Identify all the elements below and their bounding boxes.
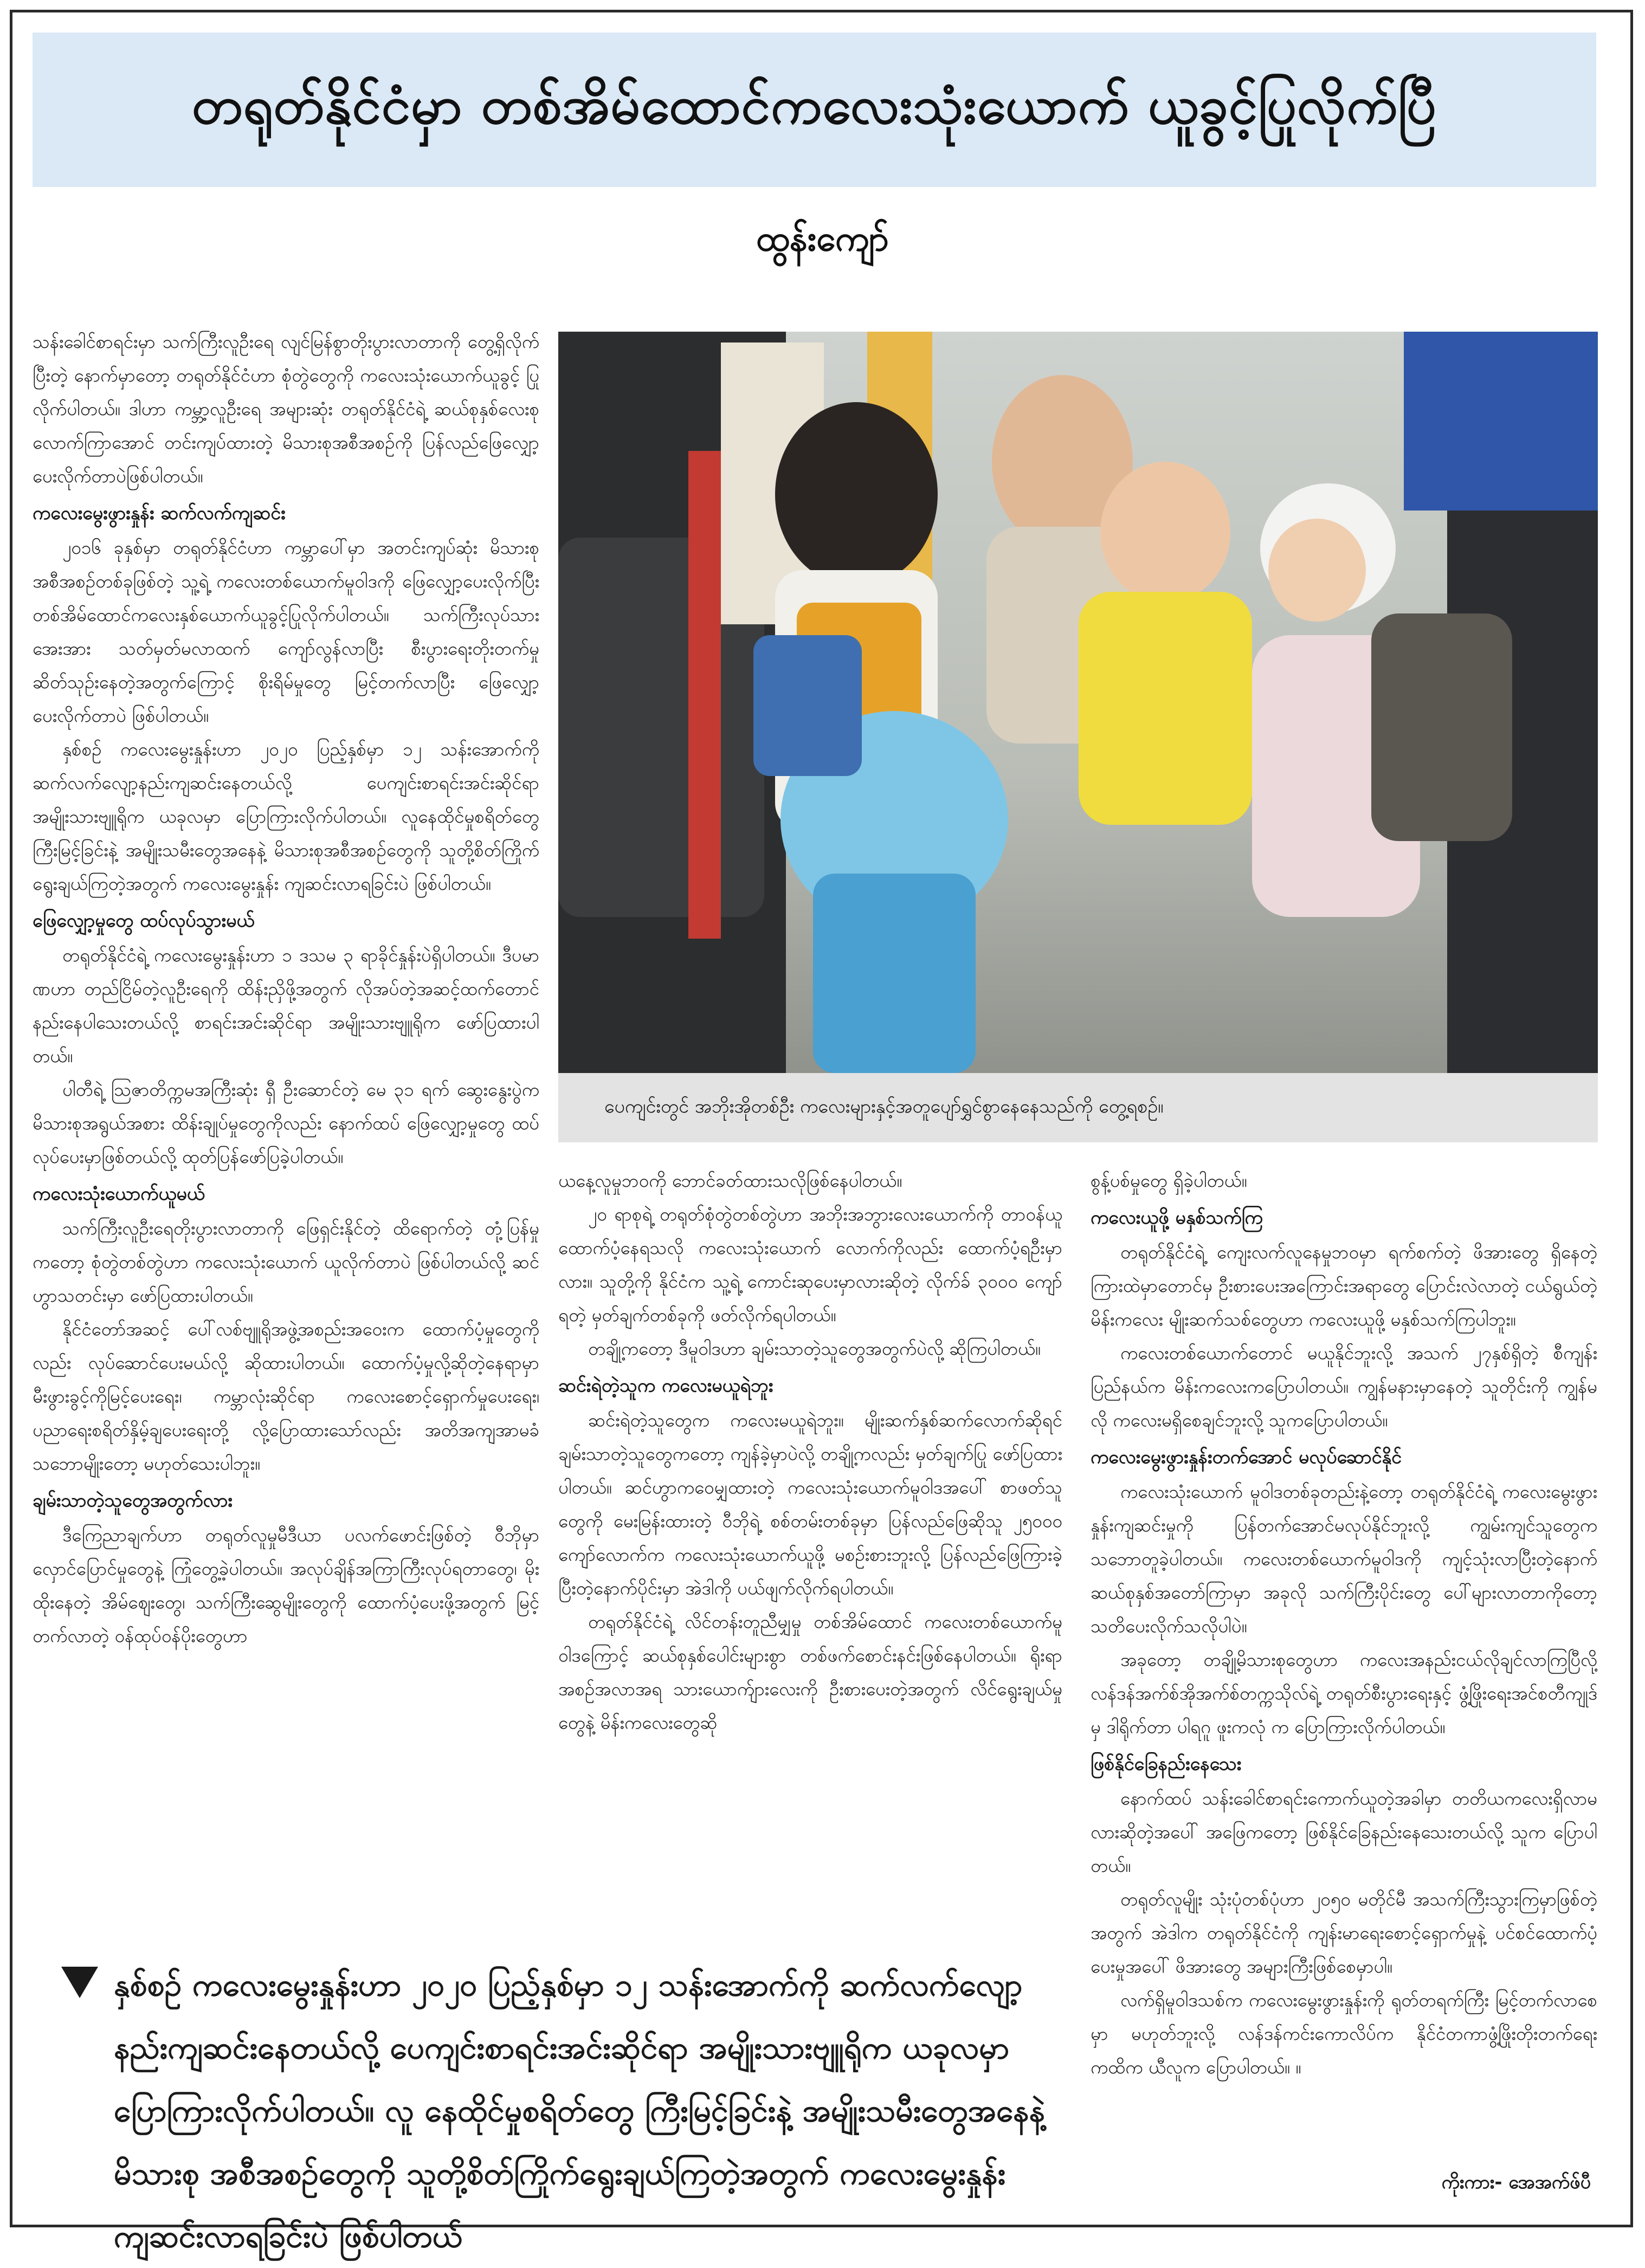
paragraph: နောက်ထပ် သန်းခေါင်စာရင်းကောက်ယူတဲ့အခါမှာ တတိယကလေးရှိလာမလားဆိုတဲ့အပေါ် အဖြေကတော့ ဖြစ်နိုင်ခြေနည်းနေသေးတယ်လို့ သူက ပြောပါတယ်။ [1091,1788,1597,1876]
subheading: ကလေးယူဖို့ မနှစ်သက်ကြ [1091,1207,1263,1229]
article-title: တရုတ်နိုင်ငံမှာ တစ်အိမ်ထောင်ကလေးသုံးယောက် ယူခွင့်ပြုလိုက်ပြီ [192,74,1437,135]
paragraph: ၂၀၁၆ ခုနှစ်မှာ တရုတ်နိုင်ငံဟာ ကမ္ဘာပေါ်မှာ အတင်းကျပ်ဆုံး မိသားစုအစီအစဉ်တစ်ခုဖြစ်တဲ့ သူ့ရဲ့ ကလေးတစ်ယောက်မူဝါဒကို ဖြေလျှော့ပေးလိုက်ပြီး တစ်အိမ်ထောင်ကလေးနှစ်ယောက်ယူခွင့်ပြုလိုက်ပါတယ်။ သက်ကြီးလုပ်သားအေးအား သတ်မှတ်မလာထက် ကျော်လွန်လာပြီး စီးပွားရေးတိုးတက်မှု ဆိတ်သုဉ်းနေတဲ့အတွက်ကြောင့် စိုးရိမ်မှုတွေ မြင့်တက်လာပြီး ဖြေလျှော့ပေးလိုက်တာပဲ ဖြစ်ပါတယ်။ [33,537,539,726]
paragraph: နိုင်ငံတော်အဆင့် ပေါ်လစ်ဗျူရိုအဖွဲ့အစည်းအဝေးက ထောက်ပံ့မှုတွေကိုလည်း လုပ်ဆောင်ပေးမယ်လို့ ဆိုထားပါတယ်။ ထောက်ပံ့မှုလို့ဆိုတဲ့နေရာမှာ မီးဖွားခွင့်ကိုမြင့်ပေးရေး၊ ကမ္ဘာလုံးဆိုင်ရာ ကလေးစောင့်ရှောက်မှုပေးရေး၊ ပညာရေးစရိတ်နှိမ့်ချပေးရေးတို့ လို့ပြောထားသော်လည်း အတိအကျအာမခံသဘောမျိုးတော့ မဟုတ်သေးပါဘူး။ [33,1319,539,1474]
pull-quote-line: ကျဆင်းလာရခြင်းပဲ ဖြစ်ပါတယ် [114,2219,463,2254]
pull-quote-line: နည်းကျဆင်းနေတယ်လို့ ပေကျင်းစာရင်းအင်းဆိုင်ရာ အမျိုးသားဗျူရိုက ယခုလမှာ [114,2030,1010,2066]
paragraph: နှစ်စဉ် ကလေးမွေးနှုန်းဟာ ၂၀၂၀ ပြည့်နှစ်မှာ ၁၂ သန်းအောက်ကို ဆက်လက်လျော့နည်းကျဆင်းနေတယ်လို့ ပေကျင်းစာရင်းအင်းဆိုင်ရာ အမျိုးသားဗျူရိုက ယခုလမှာ ပြောကြားလိုက်ပါတယ်။ လူနေထိုင်မှုစရိတ်တွေ ကြီးမြင့်ခြင်းနဲ့ အမျိုးသမီးတွေအနေနဲ့ မိသားစုအစီအစဉ်တွေကို သူတို့စိတ်ကြိုက်ရွေးချယ်ကြတဲ့အတွက် ကလေးမွေးနှုန်း ကျဆင်းလာရခြင်းပဲ ဖြစ်ပါတယ်။ [33,739,539,894]
subheading: ဖြစ်နိုင်ခြေနည်းနေသေး [1091,1753,1242,1775]
paragraph: တရုတ်နိုင်ငံရဲ့ ကလေးမွေးနှုန်းဟာ ၁ ဒသမ ၃ ရာခိုင်နှုန်းပဲရှိပါတယ်။ ဒီပမာဏဟာ တည်ငြိမ်တဲ့လူဦးရေကို ထိန်းညှိဖို့အတွက် လိုအပ်တဲ့အဆင့်ထက်တောင် နည်းနေပါသေးတယ်လို့ စာရင်းအင်းဆိုင်ရာ အမျိုးသားဗျူရိုက ဖော်ပြထားပါတယ်။ [33,945,539,1067]
title-band [33,33,1596,187]
paragraph: တချို့ကတော့ ဒီမူဝါဒဟာ ချမ်းသာတဲ့သူတွေအတွက်ပဲလို့ ဆိုကြပါတယ်။ [588,1338,1041,1359]
pull-quote-line: မိသားစု အစီအစဉ်တွေကို သူတို့စိတ်ကြိုက်ရွေးချယ်ကြတဲ့အတွက် ကလေးမွေးနှုန်း [114,2156,1006,2192]
photo-caption: ပေကျင်းတွင် အဘိုးအိုတစ်ဦး ကလေးများနှင့်အတူပျော်ရွှင်စွာနေနေသည်ကို တွေ့ရစဉ်။ [604,1095,1164,1117]
paragraph: သက်ကြီးလူဦးရေတိုးပွားလာတာကို ဖြေရှင်းနိုင်တဲ့ ထိရောက်တဲ့ တုံ့ပြန်မှုကတော့ စုံတွဲတစ်တွဲဟာ ကလေးသုံးယောက် ယူလိုက်တာပဲ ဖြစ်ပါတယ်လို့ ဆင်ဟွာသတင်းမှာ ဖော်ပြထားပါတယ်။ [33,1218,539,1306]
paragraph: ယနေ့လူမှုဘဝကို ဘောင်ခတ်ထားသလိုဖြစ်နေပါတယ်။ [558,1170,902,1191]
paragraph: ပါတီရဲ့ ဩဇာတိက္ကမအကြီးဆုံး ရှီ ဦးဆောင်တဲ့ မေ ၃၁ ရက် ဆွေးနွေးပွဲက မိသားစုအရွယ်အစား ထိန်းချုပ်မှုတွေကိုလည်း နောက်ထပ် ဖြေလျှော့မှုတွေ ထပ်လုပ်ပေးမှာဖြစ်တယ်လို့ ထုတ်ပြန်ဖော်ပြခဲ့ပါတယ်။ [33,1079,539,1167]
paragraph: တရုတ်နိုင်ငံရဲ့ ကျေးလက်လူနေမှုဘဝမှာ ရက်စက်တဲ့ ဖိအားတွေ ရှိနေတဲ့ ကြားထဲမှာတောင်မှ ဦးစားပေးအကြောင်းအရာတွေ ပြောင်းလဲလာတဲ့ ငယ်ရွယ်တဲ့မိန်းကလေး မျိုးဆက်သစ်တွေဟာ ကလေးယူဖို့ မနှစ်သက်ကြပါဘူး။ [1091,1242,1597,1330]
paragraph: သန်းခေါင်စာရင်းမှာ သက်ကြီးလူဦးရေ လျင်မြန်စွာတိုးပွားလာတာကို တွေ့ရှိလိုက်ပြီးတဲ့ နောက်မှာတော့ တရုတ်နိုင်ငံဟာ စုံတွဲတွေကို ကလေးသုံးယောက်ယူခွင့် ပြုလိုက်ပါတယ်။ ဒါဟာ ကမ္ဘာ့လူဦးရေ အများဆုံး တရုတ်နိုင်ငံရဲ့ ဆယ်စုနှစ်လေးစုလောက်ကြာအောင် တင်းကျပ်ထားတဲ့ မိသားစုအစီအစဉ်ကို ပြန်လည်ဖြေလျှော့ပေးလိုက်တာပဲဖြစ်ပါတယ်။ [33,331,539,487]
column-right [1091,1164,1597,2167]
photo-caption-band [558,1073,1598,1142]
paragraph: အခုတော့ တချို့မိသားစုတွေဟာ ကလေးအနည်းငယ်လိုချင်လာကြပြီလို့ လန်ဒန်အက်စ်အိုအက်စ်တက္ကသိုလ်ရဲ့ တရုတ်စီးပွားရေးနှင့် ဖွံ့ဖြိုးရေးအင်စတီကျုဒ်မှ ဒါရိုက်တာ ပါရဂူ ဖူးကလုံ က ပြောကြားလိုက်ပါတယ်။ [1091,1649,1597,1737]
column-left [33,325,539,1940]
subheading: ကလေးမွေးဖွားနှုန်းတက်အောင် မလုပ်ဆောင်နိုင် [1091,1446,1402,1468]
paragraph: ကလေးသုံးယောက် မူဝါဒတစ်ခုတည်းနဲ့တော့ တရုတ်နိုင်ငံရဲ့ ကလေးမွေးဖွားနှုန်းကျဆင်းမှုကို ပြန်တက်အောင်မလုပ်နိုင်ဘူးလို့ ကျွမ်းကျင်သူတွေက သဘောတူခဲ့ပါတယ်။ ကလေးတစ်ယောက်မူဝါဒကို ကျင့်သုံးလာပြီးတဲ့နောက် ဆယ်စုနှစ်အတော်ကြာမှာ အခုလို သက်ကြီးပိုင်းတွေ ပေါ်များလာတာကိုတော့ သတိပေးလိုက်သလိုပါပဲ။ [1091,1481,1597,1637]
paragraph: တရုတ်လူမျိုး သုံးပုံတစ်ပုံဟာ ၂၀၅၀ မတိုင်မီ အသက်ကြီးသွားကြမှာဖြစ်တဲ့အတွက် အဲဒါက တရုတ်နိုင်ငံကို ကျန်းမာရေးစောင့်ရှောက်မှုနဲ့ ပင်စင်ထောက်ပံ့ပေးမှုအပေါ် ဖိအားတွေ အများကြီးဖြစ်စေမှာပါ။ [1091,1889,1597,1977]
pull-quote-line: ပြောကြားလိုက်ပါတယ်။ လူ နေထိုင်မှုစရိတ်တွေ ကြီးမြင့်ခြင်းနဲ့ အမျိုးသမီးတွေအနေနဲ့ [114,2093,1046,2129]
paragraph: ကလေးတစ်ယောက်တောင် မယူနိုင်ဘူးလို့ အသက် ၂၇နှစ်ရှိတဲ့ စီကျန်းပြည်နယ်က မိန်းကလေးကပြောပါတယ်။ ကျွန်မနားမှာနေတဲ့ သူတိုင်းကို ကျွန်မလို ကလေးမရှိစေချင်ဘူးလို့ သူကပြောပါတယ်။ [1091,1342,1597,1431]
subheading: ဖြေလျှော့မှုတွေ ထပ်လုပ်သွားမယ် [33,910,255,932]
paragraph: တရုတ်နိုင်ငံရဲ့ လိင်တန်းတူညီမျှမှု တစ်အိမ်ထောင် ကလေးတစ်ယောက်မူဝါဒကြောင့် ဆယ်စုနှစ်ပေါင်းများစွာ တစ်ဖက်စောင်းနင်းဖြစ်နေပါတယ်။ ရိုးရာအစဉ်အလာအရ သားယောက်ျားလေးကို ဦးစားပေးတဲ့အတွက် လိင်ရွေးချယ်မှုတွေနဲ့ မိန်းကလေးတွေဆို [558,1611,1062,1733]
paragraph: စွန့်ပစ်မှုတွေ ရှိခဲ့ပါတယ်။ [1091,1170,1247,1191]
pull-quote-line: နှစ်စဉ် ကလေးမွေးနှုန်းဟာ ၂၀၂၀ ပြည့်နှစ်မှာ ၁၂ သန်းအောက်ကို ဆက်လက်လျော့ [114,1967,1023,2003]
byline: ထွန်းကျော် [756,219,889,259]
news-photo [558,332,1598,1073]
subheading: ကလေးမွေးဖွားနှုန်း ဆက်လက်ကျဆင်း [33,502,286,524]
paragraph: လက်ရှိမူဝါဒသစ်က ကလေးမွေးဖွားနှုန်းကို ရုတ်တရက်ကြီး မြင့်တက်လာစေမှာ မဟုတ်ဘူးလို့ လန်ဒန်ကင်းကောလိပ်က နိုင်ငံတကာဖွံ့ဖြိုးတိုးတက်ရေး ကထိက ယီလူက ပြောပါတယ်။ ။ [1091,1989,1597,2078]
subheading: ဆင်းရဲတဲ့သူက ကလေးမယူရဲဘူး [558,1375,773,1397]
column-middle [558,1164,1062,1936]
triangle-down-icon [61,1967,98,1998]
paragraph: ၂၀ ရာစုရဲ့ တရုတ်စုံတွဲတစ်တွဲဟာ အဘိုးအဘွားလေးယောက်ကို တာဝန်ယူထောက်ပံ့နေရသလို ကလေးသုံးယောက် လောက်ကိုလည်း ထောက်ပံ့ရဦးမှာလား။ သူတို့ကို နိုင်ငံက သူ့ရဲ့ ကောင်းဆုပေးမှာလားဆိုတဲ့ လိုက်ခ် ၃၀၀၀ ကျော်ရတဲ့ မှတ်ချက်တစ်ခုကို ဖတ်လိုက်ရပါတယ်။ [558,1204,1062,1326]
subheading: ချမ်းသာတဲ့သူတွေအတွက်လား [33,1490,233,1511]
paragraph: ဒီကြေညာချက်ဟာ တရုတ်လူမှုမီဒီယာ ပလက်ဖောင်းဖြစ်တဲ့ ဝီဘိုမှာ လှောင်ပြောင်မှုတွေနဲ့ ကြုံတွေ့ခဲ့ပါတယ်။ အလုပ်ချိန်အကြာကြီးလုပ်ရတာတွေ၊ မိုးထိုးနေတဲ့ အိမ်ဈေးတွေ၊ သက်ကြီးဆွေမျိုးတွေကို ထောက်ပံ့ပေးဖို့အတွက် မြင့်တက်လာတဲ့ ဝန်ထုပ်ဝန်ပိုးတွေဟာ [33,1524,539,1646]
subheading: ကလေးသုံးယောက်ယူမယ် [33,1183,205,1205]
paragraph: ဆင်းရဲတဲ့သူတွေက ကလေးမယူရဲဘူး။ မျိုးဆက်နှစ်ဆက်လောက်ဆိုရင် ချမ်းသာတဲ့သူတွေကတော့ ကျန်ခဲ့မှာပဲလို့ တချို့ကလည်း မှတ်ချက်ပြု ဖော်ပြထားပါတယ်။ ဆင်ဟွာကဝေမျှထားတဲ့ ကလေးသုံးယောက်မူဝါဒအပေါ် စာဖတ်သူတွေကို မေးမြန်းထားတဲ့ ဝီဘိုရဲ့ စစ်တမ်းတစ်ခုမှာ ပြန်လည်ဖြေဆိုသူ ၂၅၀၀၀ ကျော်လောက်က ကလေးသုံးယောက်ယူဖို့ မစဉ်းစားဘူးလို့ ပြန်လည်ဖြေကြားခဲ့ပြီးတဲ့နောက်ပိုင်းမှာ အဲဒါကို ပယ်ဖျက်လိုက်ရပါတယ်။ [558,1410,1062,1599]
pull-quote [62,1954,1076,2268]
source-credit: ကိုးကား- အေအက်ဖ်ပီ [1441,2172,1591,2193]
